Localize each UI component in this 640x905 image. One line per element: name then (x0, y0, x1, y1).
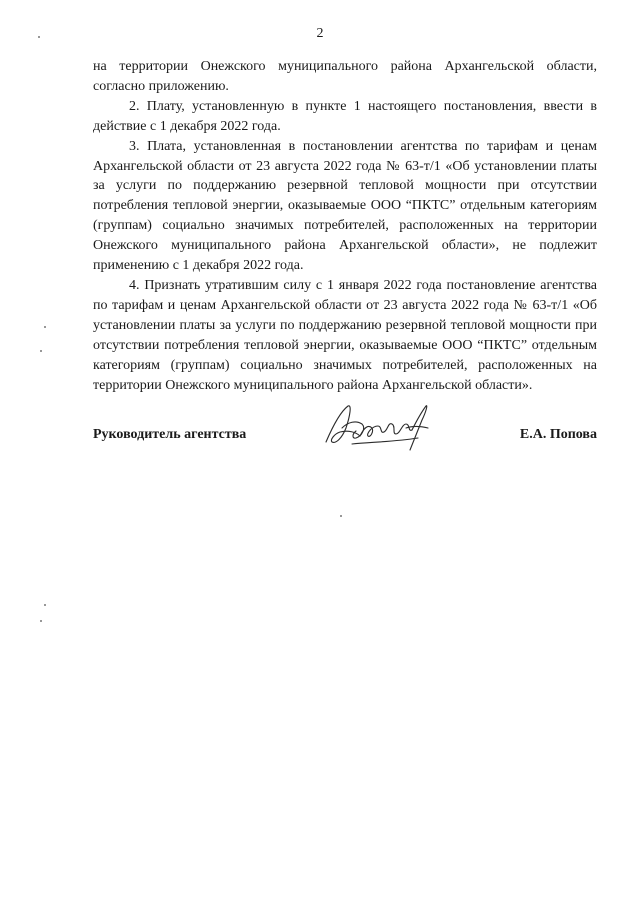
signature-block (93, 427, 597, 447)
scan-artifact (38, 36, 40, 38)
scan-artifact (40, 350, 42, 352)
signatory-name: Е.А. Попова (519, 427, 597, 442)
page-number: 2 (316, 26, 324, 41)
scan-artifact (44, 604, 46, 606)
document-body (93, 57, 597, 395)
scan-artifact (44, 326, 46, 328)
scan-artifact (340, 515, 342, 517)
paragraph-item-3: 3. Плата, установленная в постановлении агентства по тарифам и ценам Архангельской области от 23 августа 2022 года № 63-т/1 «Об установлении платы за услуги по поддержанию резервной тепловой мощности при отсутствии потребления тепловой энергии, оказываемые ООО “ПКТС” отдельным категориям (группам) социально значимых потребителей, расположенных на территории Онежского муниципального района Архангельской области», не подлежит применению с 1 декабря 2022 года. (93, 138, 597, 274)
signatory-role: Руководитель агентства (93, 427, 247, 442)
scan-artifact (40, 620, 42, 622)
paragraph-item-4: 4. Признать утратившим силу с 1 января 2022 года постановление агентства по тарифам и ценам Архангельской области от 23 августа 2022 года № 63-т/1 «Об установлении платы за услуги по поддержанию резервной тепловой мощности при отсутствии потребления тепловой энергии, оказываемые ООО “ПКТС” отдельным категориям (группам) социально значимых потребителей, расположенных на территории Онежского муниципального района Архангельской области». (93, 277, 597, 393)
paragraph-item-2: 2. Плату, установленную в пункте 1 настоящего постановления, ввести в действие с 1 декабря 2022 года. (93, 98, 597, 134)
paragraph-continuation: на территории Онежского муниципального района Архангельской области, согласно приложению. (93, 59, 597, 94)
